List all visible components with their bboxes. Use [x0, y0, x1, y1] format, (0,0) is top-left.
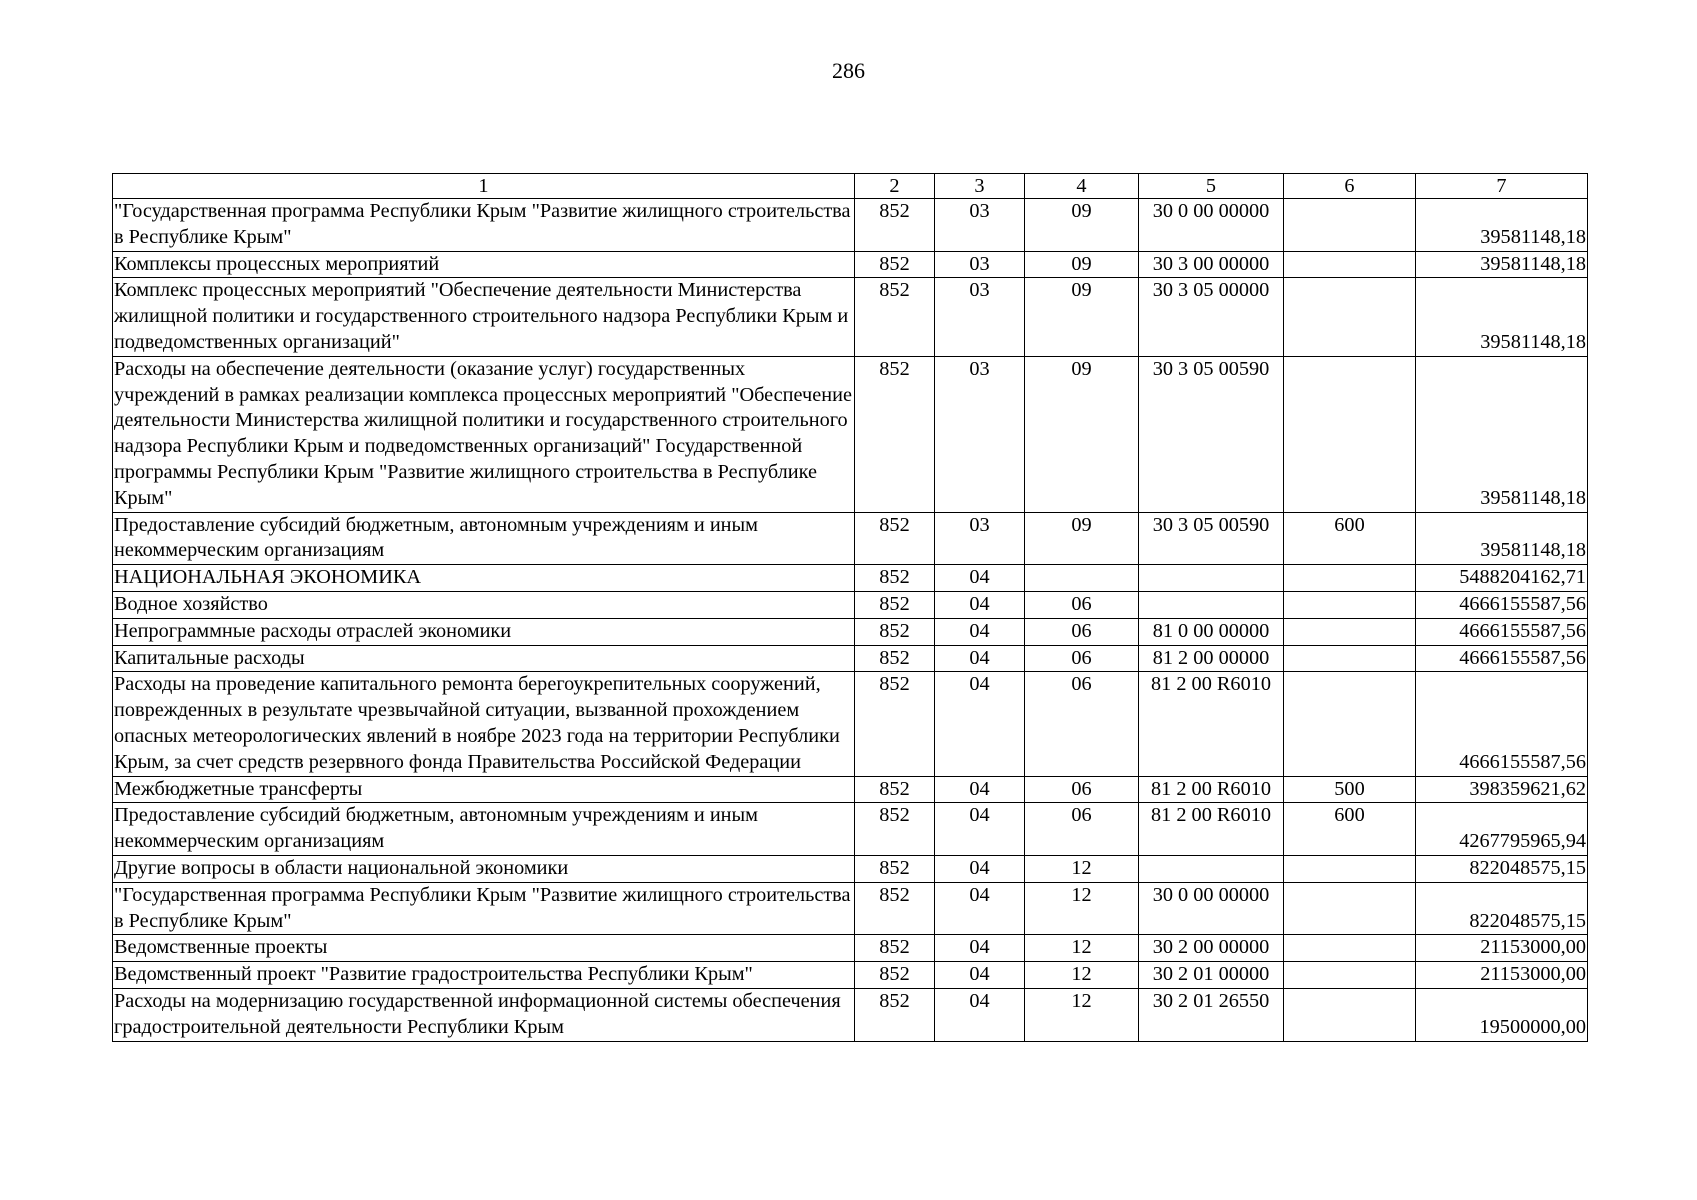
row-col5-cell: 81 2 00 R6010 — [1139, 776, 1284, 803]
row-col5-cell: 81 2 00 R6010 — [1139, 672, 1284, 776]
row-col6-cell — [1284, 645, 1416, 672]
row-col5-cell: 30 3 05 00590 — [1139, 356, 1284, 512]
table-row — [113, 199, 1588, 252]
row-col2-cell: 852 — [855, 882, 935, 935]
row-col5-cell: 81 2 00 R6010 — [1139, 803, 1284, 856]
row-col6-cell: 600 — [1284, 803, 1416, 856]
table-row — [113, 591, 1588, 618]
table-row — [113, 935, 1588, 962]
column-header: 6 — [1284, 174, 1416, 199]
row-col5-cell: 30 2 00 00000 — [1139, 935, 1284, 962]
row-col4-cell: 12 — [1025, 882, 1139, 935]
row-col2-cell: 852 — [855, 855, 935, 882]
row-col5-cell: 30 0 00 00000 — [1139, 882, 1284, 935]
row-col6-cell — [1284, 199, 1416, 252]
row-amount-cell: 4666155587,56 — [1416, 591, 1588, 618]
row-col3-cell: 03 — [935, 512, 1025, 565]
row-col4-cell — [1025, 565, 1139, 592]
table-row — [113, 645, 1588, 672]
table-row — [113, 962, 1588, 989]
row-col5-cell: 30 3 00 00000 — [1139, 251, 1284, 278]
row-col2-cell: 852 — [855, 618, 935, 645]
row-col6-cell: 600 — [1284, 512, 1416, 565]
row-col5-cell — [1139, 591, 1284, 618]
row-col2-cell: 852 — [855, 591, 935, 618]
row-name-cell: Предоставление субсидий бюджетным, автономным учреждениям и иным некоммерческим организациям — [113, 512, 855, 565]
page-number: 286 — [832, 58, 865, 83]
row-col4-cell: 06 — [1025, 645, 1139, 672]
row-col6-cell — [1284, 672, 1416, 776]
row-col2-cell: 852 — [855, 251, 935, 278]
row-name-cell: Комплексы процессных мероприятий — [113, 251, 855, 278]
row-col3-cell: 04 — [935, 855, 1025, 882]
row-col3-cell: 03 — [935, 278, 1025, 356]
row-amount-cell: 39581148,18 — [1416, 356, 1588, 512]
row-col5-cell: 30 0 00 00000 — [1139, 199, 1284, 252]
row-col2-cell: 852 — [855, 645, 935, 672]
table-row — [113, 278, 1588, 356]
row-amount-cell: 4666155587,56 — [1416, 645, 1588, 672]
row-col5-cell — [1139, 855, 1284, 882]
row-col3-cell: 03 — [935, 199, 1025, 252]
row-col4-cell: 12 — [1025, 988, 1139, 1041]
table-row — [113, 776, 1588, 803]
row-col6-cell — [1284, 356, 1416, 512]
table-row — [113, 356, 1588, 512]
row-col2-cell: 852 — [855, 803, 935, 856]
row-col6-cell — [1284, 882, 1416, 935]
row-name-cell: НАЦИОНАЛЬНАЯ ЭКОНОМИКА — [113, 565, 855, 592]
row-amount-cell: 19500000,00 — [1416, 988, 1588, 1041]
row-col4-cell: 06 — [1025, 618, 1139, 645]
budget-table — [112, 173, 1588, 1042]
row-amount-cell: 822048575,15 — [1416, 882, 1588, 935]
row-col4-cell: 09 — [1025, 199, 1139, 252]
row-col2-cell: 852 — [855, 356, 935, 512]
row-amount-cell: 822048575,15 — [1416, 855, 1588, 882]
row-col3-cell: 04 — [935, 988, 1025, 1041]
row-col3-cell: 04 — [935, 618, 1025, 645]
row-col4-cell: 06 — [1025, 803, 1139, 856]
row-name-cell: "Государственная программа Республики Крым "Развитие жилищного строительства в Республике Крым" — [113, 882, 855, 935]
row-col3-cell: 04 — [935, 565, 1025, 592]
row-amount-cell: 21153000,00 — [1416, 962, 1588, 989]
row-amount-cell: 39581148,18 — [1416, 199, 1588, 252]
row-name-cell: Межбюджетные трансферты — [113, 776, 855, 803]
row-col4-cell: 09 — [1025, 251, 1139, 278]
table-row — [113, 855, 1588, 882]
column-header: 7 — [1416, 174, 1588, 199]
row-name-cell: Ведомственный проект "Развитие градостроительства Республики Крым" — [113, 962, 855, 989]
row-col5-cell: 30 3 05 00000 — [1139, 278, 1284, 356]
row-col3-cell: 04 — [935, 776, 1025, 803]
row-amount-cell: 4267795965,94 — [1416, 803, 1588, 856]
row-col6-cell — [1284, 855, 1416, 882]
row-col3-cell: 04 — [935, 645, 1025, 672]
row-col6-cell: 500 — [1284, 776, 1416, 803]
row-col4-cell: 09 — [1025, 278, 1139, 356]
row-col3-cell: 04 — [935, 882, 1025, 935]
row-name-cell: Расходы на модернизацию государственной информационной системы обеспечения градостроительной деятельности Республики Крым — [113, 988, 855, 1041]
row-name-cell: Водное хозяйство — [113, 591, 855, 618]
table-row — [113, 618, 1588, 645]
row-col3-cell: 03 — [935, 251, 1025, 278]
row-col3-cell: 04 — [935, 672, 1025, 776]
row-col4-cell: 12 — [1025, 855, 1139, 882]
row-col2-cell: 852 — [855, 962, 935, 989]
row-amount-cell: 21153000,00 — [1416, 935, 1588, 962]
row-amount-cell: 398359621,62 — [1416, 776, 1588, 803]
row-col6-cell — [1284, 591, 1416, 618]
row-col5-cell: 30 3 05 00590 — [1139, 512, 1284, 565]
row-col4-cell: 09 — [1025, 512, 1139, 565]
row-amount-cell: 4666155587,56 — [1416, 618, 1588, 645]
table-row — [113, 988, 1588, 1041]
row-col4-cell: 06 — [1025, 591, 1139, 618]
row-amount-cell: 39581148,18 — [1416, 251, 1588, 278]
row-name-cell: Капитальные расходы — [113, 645, 855, 672]
row-col3-cell: 04 — [935, 962, 1025, 989]
table-row — [113, 251, 1588, 278]
row-col3-cell: 04 — [935, 591, 1025, 618]
table-row — [113, 565, 1588, 592]
column-header: 1 — [113, 174, 855, 199]
row-col5-cell: 30 2 01 00000 — [1139, 962, 1284, 989]
row-name-cell: Ведомственные проекты — [113, 935, 855, 962]
row-col2-cell: 852 — [855, 988, 935, 1041]
table-row — [113, 512, 1588, 565]
row-col2-cell: 852 — [855, 672, 935, 776]
row-col6-cell — [1284, 278, 1416, 356]
row-col5-cell: 30 2 01 26550 — [1139, 988, 1284, 1041]
row-col6-cell — [1284, 618, 1416, 645]
row-amount-cell: 39581148,18 — [1416, 278, 1588, 356]
table-row — [113, 803, 1588, 856]
row-name-cell: "Государственная программа Республики Крым "Развитие жилищного строительства в Республике Крым" — [113, 199, 855, 252]
row-amount-cell: 39581148,18 — [1416, 512, 1588, 565]
row-name-cell: Непрограммные расходы отраслей экономики — [113, 618, 855, 645]
row-col2-cell: 852 — [855, 776, 935, 803]
table-row — [113, 882, 1588, 935]
row-col5-cell: 81 0 00 00000 — [1139, 618, 1284, 645]
row-col5-cell: 81 2 00 00000 — [1139, 645, 1284, 672]
row-amount-cell: 5488204162,71 — [1416, 565, 1588, 592]
row-col4-cell: 06 — [1025, 776, 1139, 803]
column-header: 2 — [855, 174, 935, 199]
row-col2-cell: 852 — [855, 199, 935, 252]
row-col4-cell: 06 — [1025, 672, 1139, 776]
row-name-cell: Другие вопросы в области национальной экономики — [113, 855, 855, 882]
row-col6-cell — [1284, 988, 1416, 1041]
row-name-cell: Расходы на обеспечение деятельности (оказание услуг) государственных учреждений в рамках реализации комплекса процессных мероприятий "Обеспечение деятельности Министерства жилищной политики и государственного строительного надзора Республики Крым и подведомственных организаций" Государственной программы Республики Крым "Развитие жилищного строительства в Республике Крым" — [113, 356, 855, 512]
row-col2-cell: 852 — [855, 278, 935, 356]
row-col6-cell — [1284, 962, 1416, 989]
row-col2-cell: 852 — [855, 935, 935, 962]
row-amount-cell: 4666155587,56 — [1416, 672, 1588, 776]
row-col3-cell: 04 — [935, 803, 1025, 856]
row-col4-cell: 12 — [1025, 962, 1139, 989]
table-row — [113, 672, 1588, 776]
row-col6-cell — [1284, 935, 1416, 962]
row-name-cell: Комплекс процессных мероприятий "Обеспечение деятельности Министерства жилищной политики и государственного строительного надзора Республики Крым и подведомственных организаций" — [113, 278, 855, 356]
row-col2-cell: 852 — [855, 565, 935, 592]
row-col6-cell — [1284, 565, 1416, 592]
row-col6-cell — [1284, 251, 1416, 278]
row-name-cell: Предоставление субсидий бюджетным, автономным учреждениям и иным некоммерческим организациям — [113, 803, 855, 856]
row-name-cell: Расходы на проведение капитального ремонта берегоукрепительных сооружений, поврежденных в результате чрезвычайной ситуации, вызванной прохождением опасных метеорологических явлений в ноябре 2023 года на территории Республики Крым, за счет средств резервного фонда Правительства Российской Федерации — [113, 672, 855, 776]
row-col3-cell: 04 — [935, 935, 1025, 962]
table-header-row — [113, 174, 1588, 199]
row-col3-cell: 03 — [935, 356, 1025, 512]
column-header: 3 — [935, 174, 1025, 199]
column-header: 5 — [1139, 174, 1284, 199]
row-col4-cell: 09 — [1025, 356, 1139, 512]
column-header: 4 — [1025, 174, 1139, 199]
row-col2-cell: 852 — [855, 512, 935, 565]
row-col5-cell — [1139, 565, 1284, 592]
row-col4-cell: 12 — [1025, 935, 1139, 962]
